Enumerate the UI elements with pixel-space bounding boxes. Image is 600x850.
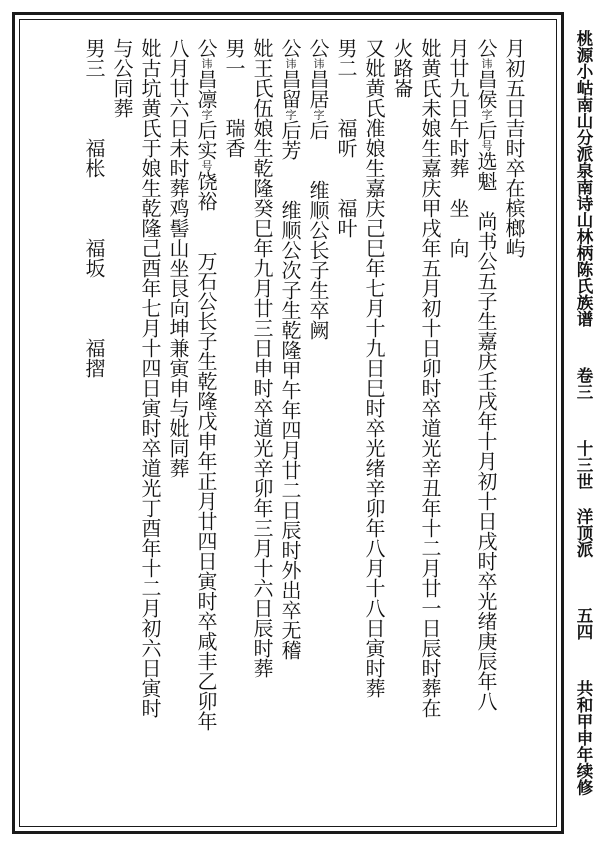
text-column bbox=[108, 38, 136, 118]
text-run: 饶裕 万石公长子生乾隆戊申年正月廿四日寅时卒咸丰乙卯年 bbox=[194, 171, 218, 731]
branch-label: 洋顶派 bbox=[574, 507, 593, 557]
text-run: 公 bbox=[306, 38, 330, 58]
annotation-marker: 号 bbox=[200, 160, 213, 171]
text-run: 又妣黄氏准娘生嘉庆己巳年七月十九日巳时卒光绪辛卯年八月十八日寅时葬 bbox=[362, 38, 386, 698]
text-run: 公 bbox=[194, 38, 218, 58]
annotation-marker: 号 bbox=[480, 140, 493, 151]
text-run: 昌居 bbox=[306, 69, 330, 109]
text-column bbox=[416, 38, 444, 718]
text-column bbox=[388, 38, 416, 98]
text-column bbox=[80, 38, 108, 378]
text-run: 月初五日吉时卒在槟榔屿 bbox=[502, 38, 526, 258]
annotation-marker: 讳 bbox=[312, 58, 325, 69]
text-run: 八月廿六日未时葬鸡髻山坐艮向坤兼寅申与妣同葬 bbox=[166, 38, 190, 478]
text-column bbox=[360, 38, 388, 698]
text-run: 昌凛 bbox=[194, 69, 218, 109]
annotation-marker: 讳 bbox=[284, 58, 297, 69]
text-run: 男一 瑞香 bbox=[222, 38, 246, 158]
text-run: 昌留 bbox=[278, 69, 302, 109]
side-header bbox=[570, 30, 596, 830]
text-run: 妣古坑黄氏于娘生乾隆己酉年七月十四日寅时卒道光丁酉年十二月初六日寅时 bbox=[138, 38, 162, 718]
text-run: 月廿九日午时葬 坐 向 bbox=[446, 38, 470, 258]
generation-label: 十三世 bbox=[574, 440, 593, 490]
annotation-marker: 字 bbox=[284, 109, 297, 120]
text-column bbox=[220, 38, 248, 158]
annotation-marker: 字 bbox=[312, 109, 325, 120]
page-number: 五四 bbox=[574, 607, 593, 640]
text-run: 后实 bbox=[194, 120, 218, 160]
text-run: 后芳 维顺公次子生乾隆甲午年四月廿二日辰时外出卒无稽 bbox=[278, 120, 302, 660]
text-run: 后 bbox=[474, 120, 498, 140]
annotation-marker: 讳 bbox=[200, 58, 213, 69]
genealogy-title: 桃源小岵南山分派泉南诗山林柄陈氏族谱 bbox=[574, 30, 593, 327]
text-column bbox=[304, 38, 332, 340]
annotation-marker: 讳 bbox=[480, 58, 493, 69]
text-column bbox=[192, 38, 220, 731]
text-run: 与公同葬 bbox=[110, 38, 134, 118]
text-run: 后 维顺公长子生卒阙 bbox=[306, 120, 330, 340]
text-run: 公 bbox=[474, 38, 498, 58]
text-column bbox=[136, 38, 164, 718]
text-column bbox=[248, 38, 276, 678]
annotation-marker: 字 bbox=[200, 109, 213, 120]
text-column bbox=[500, 38, 528, 258]
text-column bbox=[444, 38, 472, 258]
edition-label: 共和甲申年续修 bbox=[574, 680, 593, 796]
text-column bbox=[276, 38, 304, 660]
volume-label: 卷三 bbox=[574, 367, 593, 400]
text-run: 妣黄氏未娘生嘉庆甲戌年五月初十日卯时卒道光辛丑年十二月廿一日辰时葬在 bbox=[418, 38, 442, 718]
text-run: 男二 福听 福叶 bbox=[334, 38, 358, 238]
text-column bbox=[164, 38, 192, 478]
text-run: 公 bbox=[278, 38, 302, 58]
text-column bbox=[332, 38, 360, 238]
text-run: 男三 福枨 福坂 福摺 bbox=[82, 38, 106, 378]
annotation-marker: 字 bbox=[480, 109, 493, 120]
text-column bbox=[472, 38, 500, 711]
text-run: 昌侯 bbox=[474, 69, 498, 109]
text-run: 妣王氏伍娘生乾隆癸巳年九月廿三日申时卒道光辛卯年三月十六日辰时葬 bbox=[250, 38, 274, 678]
text-run: 火路崙 bbox=[390, 38, 414, 98]
text-run: 选魁 尚书公五子生嘉庆壬戌年十月初十日戌时卒光绪庚辰年八 bbox=[474, 151, 498, 711]
